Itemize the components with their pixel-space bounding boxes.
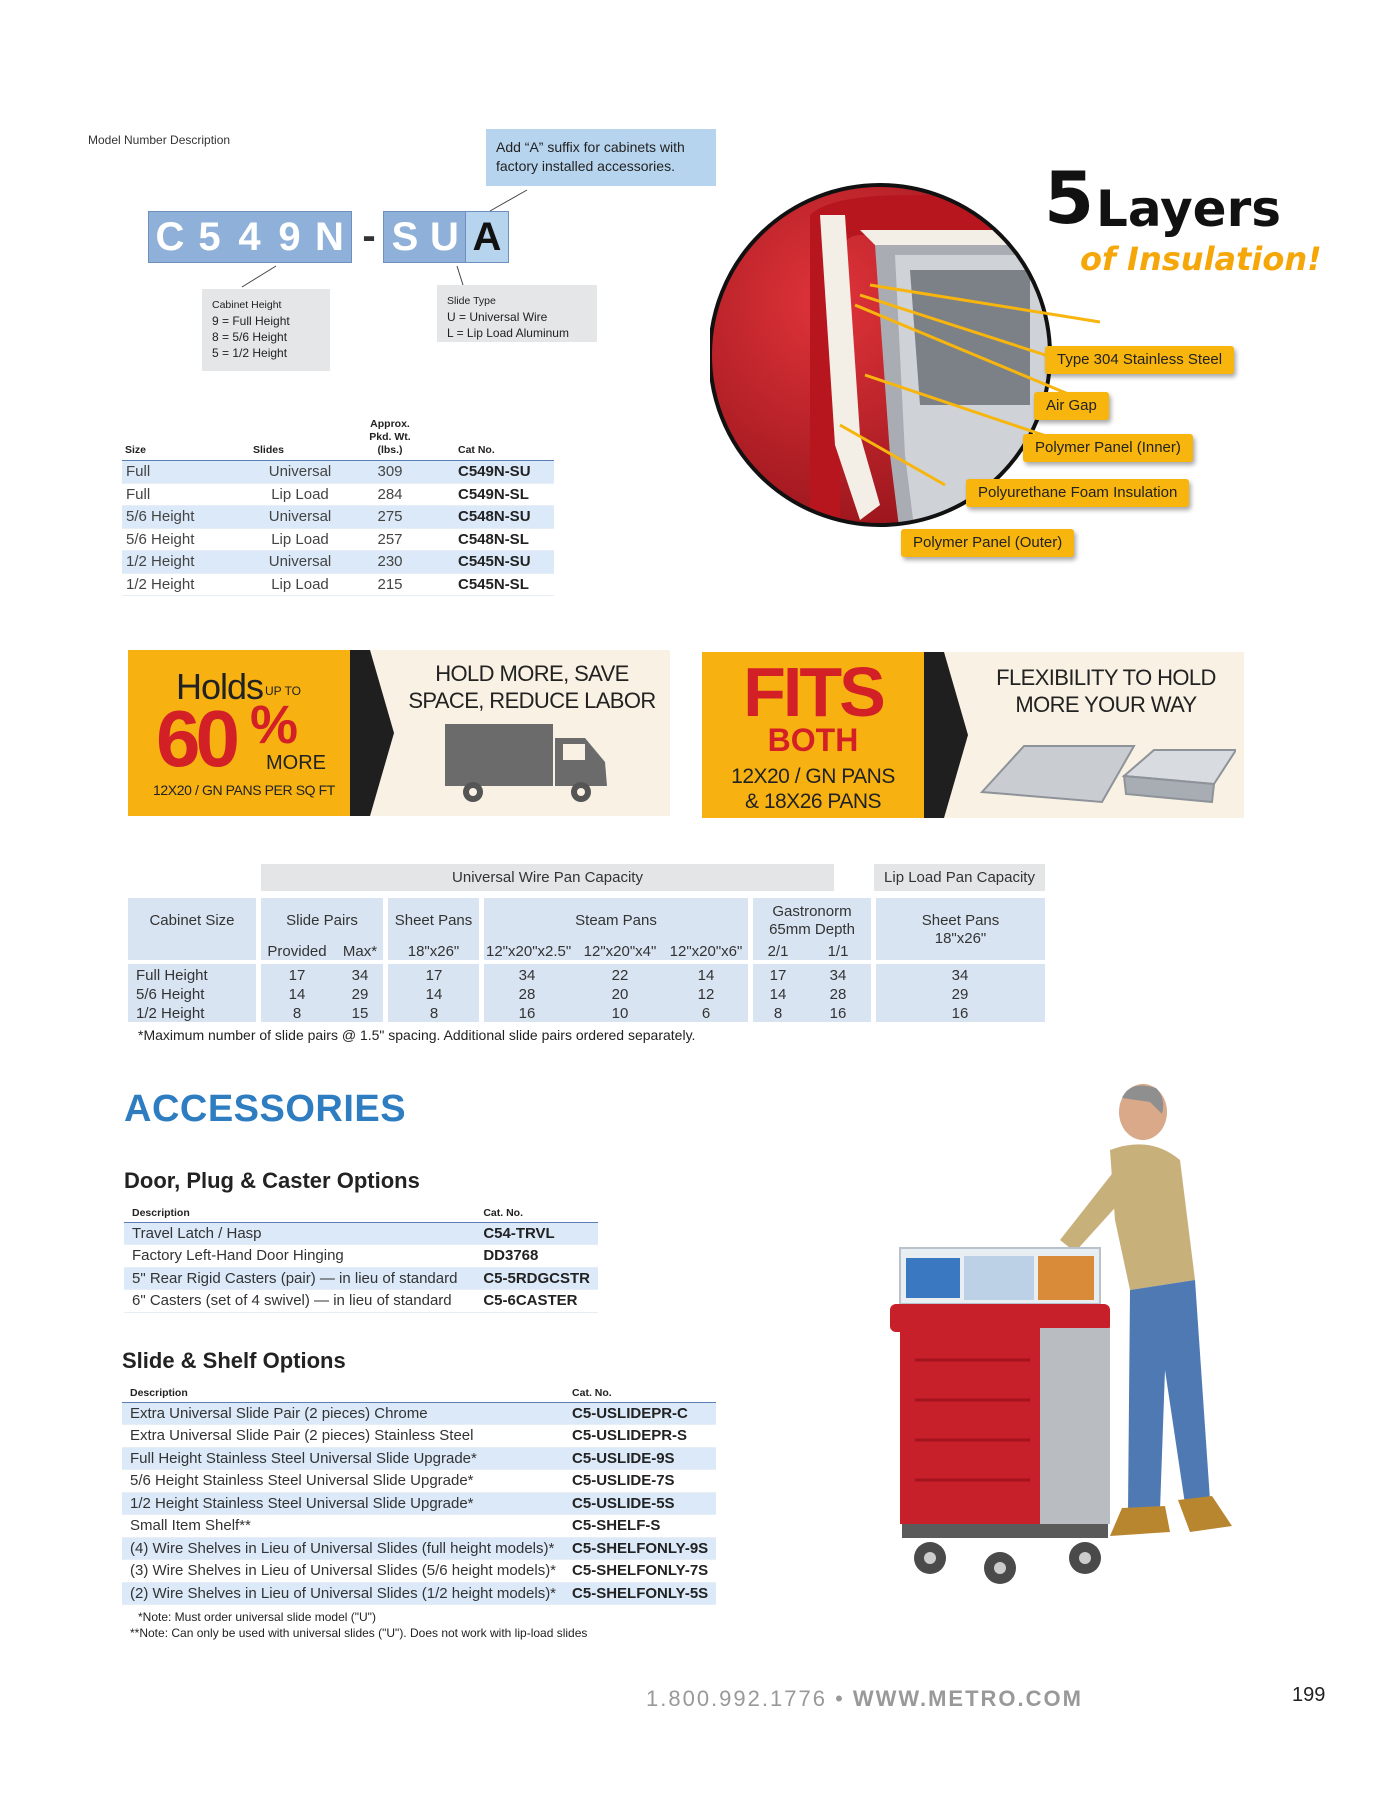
model-connector-lines <box>0 0 760 340</box>
banner-up-to: UP TO <box>265 684 302 698</box>
banner-percent: 60 <box>156 694 235 783</box>
sheet-pan-icon <box>974 736 1236 810</box>
banner-tagline: HOLD MORE, SAVE SPACE, REDUCE LABOR <box>408 661 656 713</box>
cap-header-steam-25: 12"x20"x2.5" <box>486 943 572 960</box>
spec-header-slides: Slides <box>250 418 350 461</box>
banner-holds: Holds <box>176 666 264 707</box>
cap-header-slide-pairs: Slide Pairs <box>286 912 358 929</box>
layer-tag-stainless: Type 304 Stainless Steel <box>1045 346 1234 374</box>
layer-tag-foam: Polyurethane Foam Insulation <box>966 479 1189 507</box>
model-dash: - <box>362 214 376 258</box>
table-row: Full Universal 309 C549N-SU <box>122 461 554 484</box>
acc-header-cat: Cat. No. <box>475 1200 598 1222</box>
cap-header-lip-sheet-size: 18"x26" <box>934 930 987 947</box>
acc-header-cat: Cat. No. <box>564 1380 716 1402</box>
table-row: 1/2 Height Lip Load 215 C545N-SL <box>122 573 554 596</box>
table-row: 1/2 Height Universal 230 C545N-SU <box>122 551 554 574</box>
capacity-footnote: *Maximum number of slide pairs @ 1.5" spacing. Additional slide pairs ordered separately. <box>138 1027 696 1043</box>
slide-options-title: Slide & Shelf Options <box>122 1348 346 1373</box>
model-number-title: Model Number Description <box>88 133 231 147</box>
insulation-title-number: 5 <box>1044 156 1095 240</box>
table-row: (3) Wire Shelves in Lieu of Universal Slides (5/6 height models)* C5-SHELFONLY-7S <box>122 1560 716 1583</box>
spec-header-weight: Approx. Pkd. Wt. (lbs.) <box>350 418 430 461</box>
acc-header-description: Description <box>122 1380 564 1402</box>
banner-holds-more <box>128 650 670 816</box>
cap-row-size: 5/6 Height <box>136 986 205 1003</box>
spec-header-size: Size <box>122 418 250 461</box>
cap-header-cabinet-size: Cabinet Size <box>149 912 235 929</box>
model-char: S <box>383 211 427 263</box>
banner-arrow <box>924 652 968 818</box>
cap-header-gn21: 2/1 <box>767 943 789 960</box>
footer-bullet: • <box>835 1686 845 1711</box>
table-row: 5/6 Height Universal 275 C548N-SU <box>122 506 554 529</box>
slide-note-1: *Note: Must order universal slide model ("U") <box>138 1610 376 1624</box>
model-char: U <box>423 211 467 263</box>
table-row: 6" Casters (set of 4 swivel) — in lieu of standard C5-6CASTER <box>124 1290 598 1313</box>
banner-both: BOTH <box>767 722 859 758</box>
cap-row-size: Full Height <box>136 967 208 984</box>
cap-header-sheet-pans: Sheet Pans <box>394 912 473 929</box>
cap-header-lip-sheet: Sheet Pans <box>921 912 1000 929</box>
footer-website[interactable]: WWW.METRO.COM <box>852 1686 1083 1711</box>
table-row: Full Height Stainless Steel Universal Slide Upgrade* C5-USLIDE-9S <box>122 1447 716 1470</box>
slide-options-table <box>122 1380 716 1605</box>
banner-tagline: FLEXIBILITY TO HOLD MORE YOUR WAY <box>996 665 1216 717</box>
cap-row-size: 1/2 Height <box>136 1005 205 1022</box>
banner-more: MORE <box>266 752 326 774</box>
banner-pans-per-sq-ft: 12X20 / GN PANS PER SQ FT <box>153 782 335 798</box>
model-char: 5 <box>188 211 232 263</box>
door-options-title: Door, Plug & Caster Options <box>124 1168 420 1193</box>
page-number: 199 <box>1292 1684 1326 1706</box>
model-char: 9 <box>268 211 312 263</box>
banner-arrow <box>350 650 394 816</box>
layer-tag-air-gap: Air Gap <box>1034 392 1109 420</box>
cabinet-cart-photo <box>860 1080 1300 1600</box>
table-row: 1/2 Height Stainless Steel Universal Slide Upgrade* C5-USLIDE-5S <box>122 1492 716 1515</box>
cap-header-steam-pans: Steam Pans <box>575 912 657 929</box>
layer-tag-polymer-outer: Polymer Panel (Outer) <box>901 529 1074 557</box>
cap-header-gastronorm: Gastronorm <box>772 903 852 920</box>
table-row: Extra Universal Slide Pair (2 pieces) Stainless Steel C5-USLIDEPR-S <box>122 1425 716 1448</box>
slide-note-2: **Note: Can only be used with universal slides ("U"). Does not work with lip-load slides <box>130 1626 588 1640</box>
spec-header-cat: Cat No. <box>430 418 554 461</box>
banner-fits-both <box>702 652 1244 818</box>
table-row: (4) Wire Shelves in Lieu of Universal Slides (full height models)* C5-SHELFONLY-9S <box>122 1537 716 1560</box>
footer-contact <box>646 1686 1083 1712</box>
table-row: 5/6 Height Stainless Steel Universal Slide Upgrade* C5-USLIDE-7S <box>122 1470 716 1493</box>
cap-header-gn11: 1/1 <box>827 943 849 960</box>
cap-header-gastronorm-depth: 65mm Depth <box>769 921 855 938</box>
model-char-suffix: A <box>465 211 509 263</box>
table-row: Extra Universal Slide Pair (2 pieces) Chrome C5-USLIDEPR-C <box>122 1402 716 1425</box>
cap-header-provided: Provided <box>267 943 327 960</box>
cap-header-steam-4: 12"x20"x4" <box>583 943 657 960</box>
banner-pan-sizes: 12X20 / GN PANS & 18X26 PANS <box>731 765 895 813</box>
universal-capacity-header: Universal Wire Pan Capacity <box>261 864 834 891</box>
accessories-title: ACCESSORIES <box>124 1088 407 1130</box>
table-row: Full Lip Load 284 C549N-SL <box>122 483 554 506</box>
truck-icon <box>443 720 613 806</box>
slide-type-legend: Slide Type U = Universal Wire L = Lip Load Aluminum <box>437 285 597 342</box>
model-char: 4 <box>228 211 272 263</box>
table-row: 5" Rear Rigid Casters (pair) — in lieu of standard C5-5RDGCSTR <box>124 1267 598 1290</box>
table-row: Travel Latch / Hasp C54-TRVL <box>124 1222 598 1245</box>
model-char: N <box>308 211 352 263</box>
model-char: C <box>148 211 192 263</box>
table-row: 5/6 Height Lip Load 257 C548N-SL <box>122 528 554 551</box>
spec-table <box>122 418 554 596</box>
cap-header-sheet-size: 18"x26" <box>407 943 460 960</box>
footer-phone: 1.800.992.1776 <box>646 1686 827 1711</box>
cap-header-max: Max* <box>342 943 378 960</box>
insulation-title-word: Layers <box>1096 180 1281 238</box>
cabinet-height-legend: Cabinet Height 9 = Full Height 8 = 5/6 Height 5 = 1/2 Height <box>202 289 330 371</box>
cap-header-steam-6: 12"x20"x6" <box>669 943 743 960</box>
lipload-capacity-header: Lip Load Pan Capacity <box>874 864 1045 891</box>
door-options-table <box>124 1200 598 1313</box>
layer-tag-polymer-inner: Polymer Panel (Inner) <box>1023 434 1193 462</box>
insulation-subtitle: of Insulation! <box>1080 240 1322 278</box>
table-row: Small Item Shelf** C5-SHELF-S <box>122 1515 716 1538</box>
banner-percent-sign: % <box>250 695 299 755</box>
table-row: (2) Wire Shelves in Lieu of Universal Slides (1/2 height models)* C5-SHELFONLY-5S <box>122 1582 716 1605</box>
banner-fits: FITS <box>743 653 883 731</box>
acc-header-description: Description <box>124 1200 475 1222</box>
suffix-note: Add “A” suffix for cabinets with factory installed accessories. <box>486 129 716 186</box>
table-row: Factory Left-Hand Door Hinging DD3768 <box>124 1245 598 1268</box>
